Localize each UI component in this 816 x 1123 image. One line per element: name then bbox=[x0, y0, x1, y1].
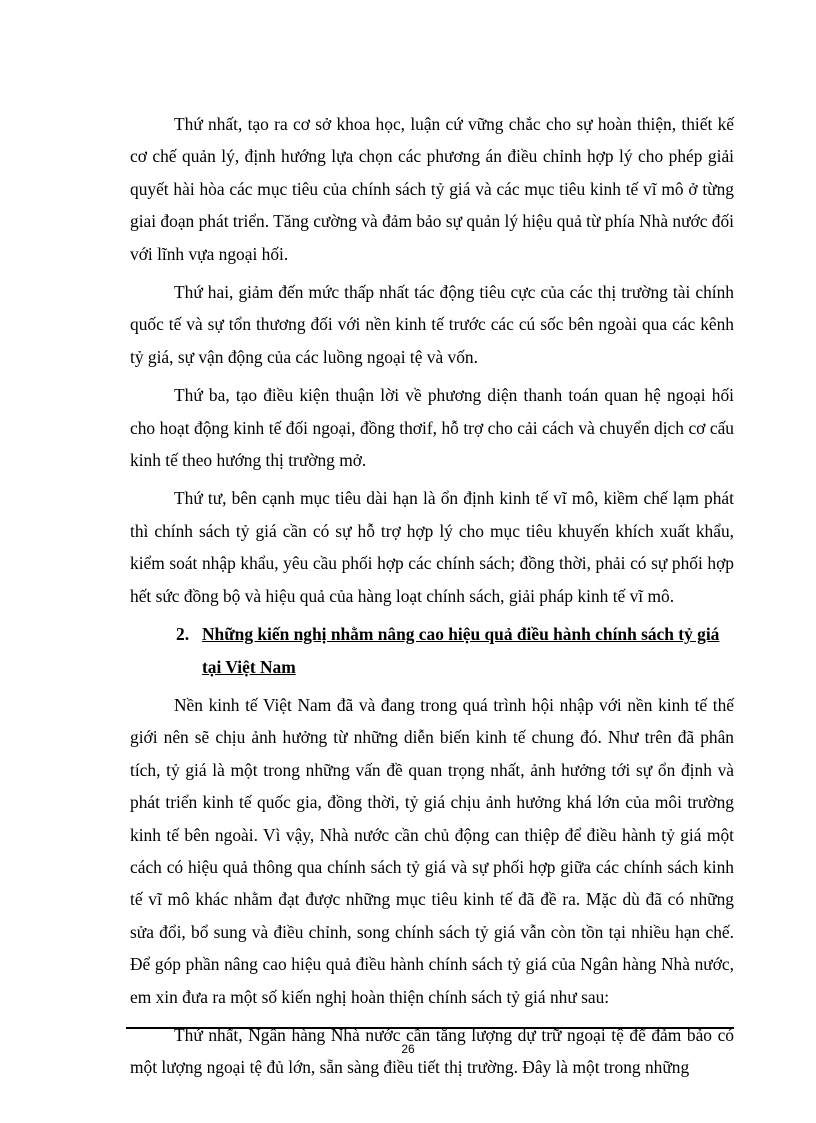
footer-divider bbox=[126, 1027, 734, 1029]
section-heading bbox=[130, 618, 734, 683]
paragraph-5: Nền kinh tế Việt Nam đã và đang trong quá trình hội nhập với nền kinh tế thế giới nên sẽ chịu ảnh hưởng từ những diễn biến kinh tế chung đó. Như trên đã phân tích, tỷ giá là một trong những vấn đề quan trọng nhất, ảnh hưởng tới sự ổn định và phát triển kinh tế quốc gia, đồng thời, tỷ giá chịu ảnh hưởng khá lớn của môi trường kinh tế bên ngoài. Vì vậy, Nhà nước cần chủ động can thiệp để điều hành tỷ giá một cách có hiệu quả thông qua chính sách tỷ giá và sự phối hợp giữa các chính sách kinh tế vĩ mô khác nhằm đạt được những mục tiêu kinh tế đã đề ra. Mặc dù đã có những sửa đổi, bổ sung và điều chỉnh, song chính sách tỷ giá vẫn còn tồn tại nhiều hạn chế. Để góp phần nâng cao hiệu quả điều hành chính sách tỷ giá của Ngân hàng Nhà nước, em xin đưa ra một số kiến nghị hoàn thiện chính sách tỷ giá như sau: bbox=[130, 694, 734, 1007]
paragraph-1: Thứ nhất, tạo ra cơ sở khoa học, luận cứ vững chắc cho sự hoàn thiện, thiết kế cơ chế quản lý, định hướng lựa chọn các phương án điều chỉnh hợp lý cho phép giải quyết hài hòa các mục tiêu của chính sách tỷ giá và các mục tiêu kinh tế vĩ mô ở từng giai đoạn phát triển. Tăng cường và đảm bảo sự quản lý hiệu quả từ phía Nhà nước đối với lĩnh vựa ngoại hối. bbox=[130, 114, 734, 264]
page-number: 26 bbox=[401, 1042, 415, 1056]
section-number: 2. bbox=[176, 624, 190, 645]
paragraph-3: Thứ ba, tạo điều kiện thuận lời về phương diện thanh toán quan hệ ngoại hối cho hoạt động kinh tế đối ngoại, đồng thơif, hỗ trợ cho cải cách và chuyển dịch cơ cấu kinh tế theo hướng thị trường mở. bbox=[130, 385, 734, 471]
paragraph-2: Thứ hai, giảm đến mức thấp nhất tác động tiêu cực của các thị trường tài chính quốc tế và sự tổn thương đối với nền kinh tế trước các cú sốc bên ngoài qua các kênh tỷ giá, sự vận động của các luồng ngoại tệ và vốn. bbox=[130, 282, 734, 367]
body-text bbox=[130, 108, 734, 1084]
section-title: Những kiến nghị nhằm nâng cao hiệu quả điều hành chính sách tỷ giá tại Việt Nam bbox=[202, 624, 720, 677]
paragraph-4: Thứ tư, bên cạnh mục tiêu dài hạn là ổn định kinh tế vĩ mô, kiềm chế lạm phát thì chính sách tỷ giá cần có sự hỗ trợ hợp lý cho mục tiêu khuyến khích xuất khẩu, kiểm soát nhập khẩu, yêu cầu phối hợp các chính sách; đồng thời, phải có sự phối hợp hết sức đồng bộ và hiệu quả của hàng loạt chính sách, giải pháp kinh tế vĩ mô. bbox=[130, 488, 734, 606]
paragraph-6: Thứ nhất, Ngân hàng Nhà nước cần tăng lượng dự trữ ngoại tệ để đảm bảo có một lượng ngoại tệ đủ lớn, sẵn sàng điều tiết thị trường. Đây là một trong những bbox=[130, 1024, 734, 1078]
